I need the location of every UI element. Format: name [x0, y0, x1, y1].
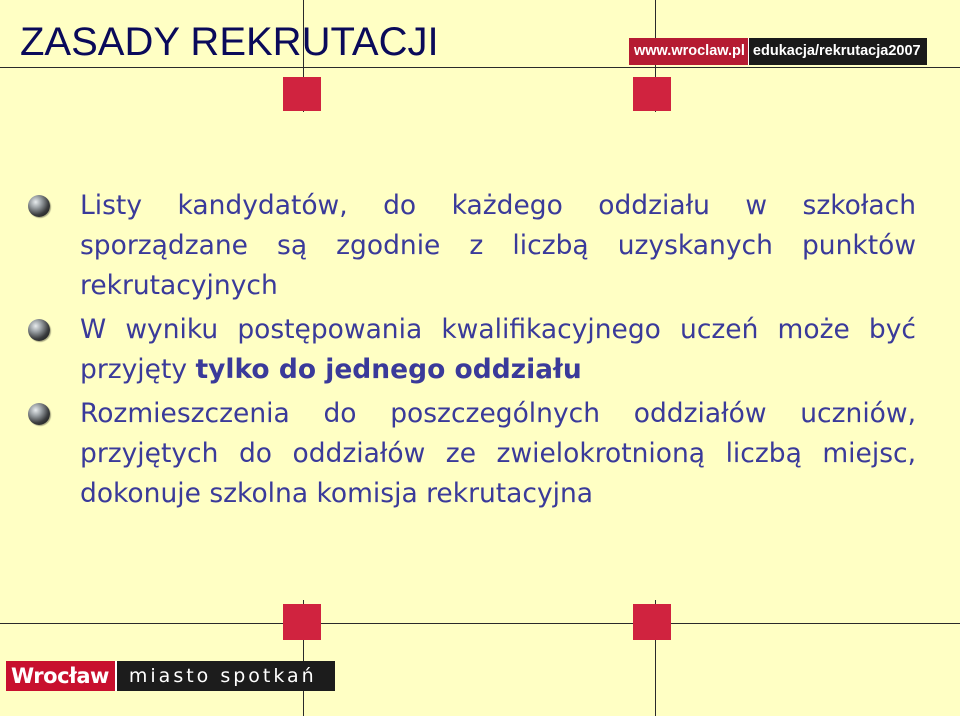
decor-square-top-right: [633, 77, 671, 111]
bullet-text-plain: W wyniku postępowania kwalifikacyjnego uczeń może być przyjęty: [80, 314, 916, 385]
bullet-icon: [28, 403, 50, 425]
url-path: edukacja/rekrutacja2007: [748, 38, 927, 65]
list-item: [28, 310, 916, 390]
bullet-text: Listy kandydatów, do każdego oddziału w szkołach sporządzane są zgodnie z liczbą uzyskanych punktów rekrutacyjnych: [80, 190, 916, 301]
decor-hline-bottom: [0, 623, 960, 624]
bullet-icon: [28, 195, 50, 217]
decor-square-top-left: [283, 77, 321, 111]
logo-city-name: Wrocław: [6, 661, 115, 691]
list-item: [28, 394, 916, 514]
decor-hline-top: [0, 67, 960, 68]
bullet-icon: [28, 319, 50, 341]
url-domain: www.wroclaw.pl: [629, 38, 748, 65]
decor-square-bottom-right: [633, 604, 671, 640]
bullet-text: [80, 310, 916, 390]
decor-square-bottom-left: [283, 604, 321, 640]
wroclaw-logo: [6, 661, 335, 691]
logo-slogan: miasto spotkań: [115, 661, 335, 691]
bullet-text: Rozmieszczenia do poszczególnych oddziałów uczniów, przyjętych do oddziałów ze zwielokrotnioną liczbą miejsc, dokonuje szkolna komisja rekrutacyjna: [80, 398, 916, 509]
bullet-list: [28, 186, 916, 518]
page-title: ZASADY REKRUTACJI: [20, 20, 439, 64]
url-label: [629, 38, 927, 65]
bullet-text-emphasis: tylko do jednego oddziału: [195, 354, 582, 385]
list-item: [28, 186, 916, 306]
